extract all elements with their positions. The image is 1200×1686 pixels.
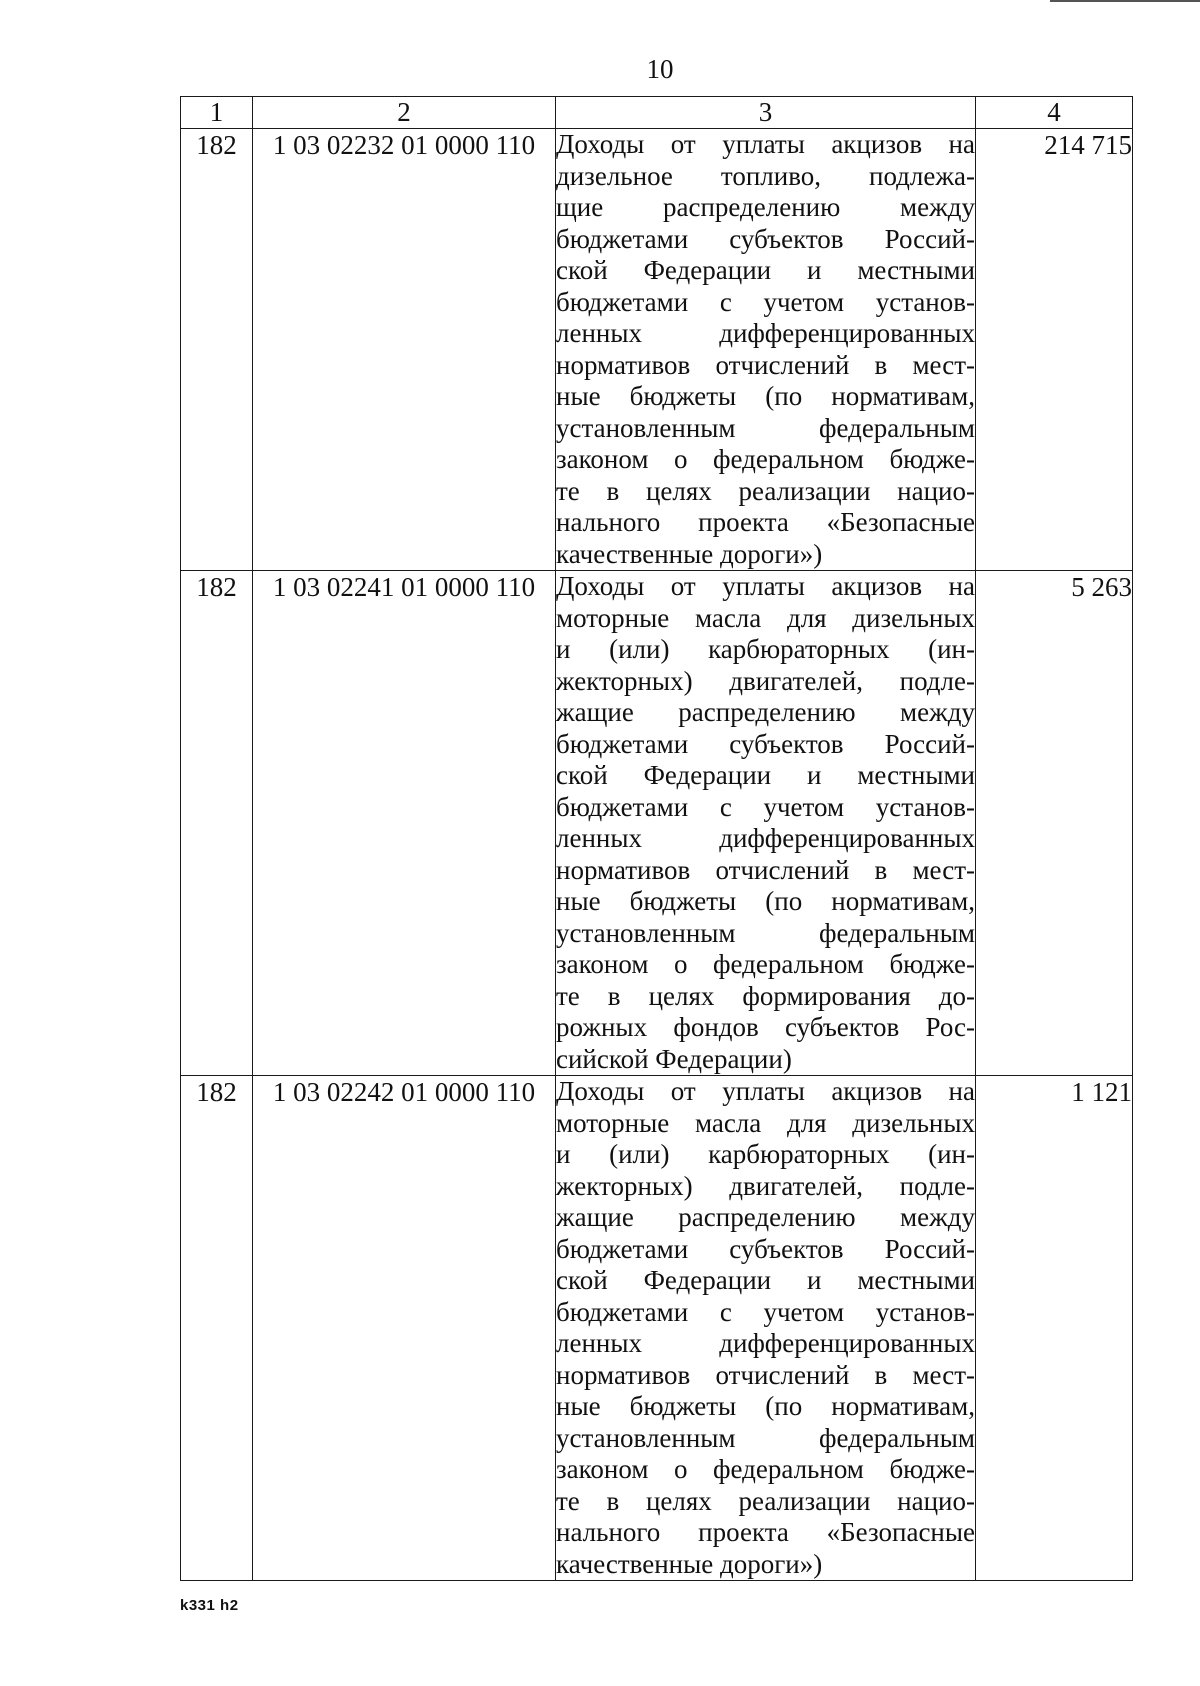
description-line: ской Федерации и местными (556, 1265, 975, 1295)
description-line: ленных дифференцированных (556, 1328, 975, 1358)
description-line: нормативов отчислений в мест- (556, 1359, 975, 1390)
document-footer-code: k331 h2 (180, 1597, 239, 1614)
description-line: Доходы от уплаты акцизов на (556, 571, 975, 601)
description-line: ленных дифференцированных (556, 318, 975, 348)
description-cell (556, 129, 976, 571)
kbk-code-cell: 1 03 02232 01 0000 110 (253, 129, 556, 571)
description-line: бюджетами субъектов Россий- (556, 223, 975, 254)
table-row (181, 129, 1133, 571)
table-header-row (181, 97, 1133, 129)
description-line: жащие распределению между (556, 1202, 975, 1232)
description-cell (556, 1076, 976, 1581)
description-line: моторные масла для дизельных (556, 602, 975, 633)
column-header-1: 1 (181, 97, 253, 129)
description-line: нального проекта «Безопасные (556, 1517, 975, 1547)
admin-code-cell: 182 (181, 1076, 253, 1581)
amount-cell: 214 715 (976, 129, 1133, 571)
description-line: бюджетами субъектов Россий- (556, 1233, 975, 1264)
description-line: нального проекта «Безопасные (556, 507, 975, 537)
description-line: законом о федеральном бюдже- (556, 1454, 975, 1484)
description-line: и (или) карбюраторных (ин- (556, 634, 975, 664)
description-line: ные бюджеты (по нормативам, (556, 886, 975, 916)
description-line: качественные дороги») (556, 538, 823, 569)
description-line: законом о федеральном бюдже- (556, 444, 975, 474)
description-line: те в целях реализации нацио- (556, 475, 975, 506)
column-header-3: 3 (556, 97, 976, 129)
description-line: жекторных) двигателей, подле- (556, 1170, 975, 1201)
description-line: ные бюджеты (по нормативам, (556, 1391, 975, 1421)
amount-cell: 1 121 (976, 1076, 1133, 1581)
description-line: ные бюджеты (по нормативам, (556, 381, 975, 411)
column-header-4: 4 (976, 97, 1133, 129)
description-line: Доходы от уплаты акцизов на (556, 1076, 975, 1106)
description-line: нормативов отчислений в мест- (556, 854, 975, 885)
table-row (181, 1076, 1133, 1581)
kbk-code-cell: 1 03 02241 01 0000 110 (253, 571, 556, 1076)
description-cell (556, 571, 976, 1076)
description-line: установленным федеральным (556, 917, 975, 948)
budget-revenue-table (180, 96, 1133, 1581)
description-line: качественные дороги») (556, 1548, 823, 1579)
description-line: законом о федеральном бюдже- (556, 949, 975, 979)
description-line: установленным федеральным (556, 412, 975, 443)
scan-edge-line (1050, 0, 1200, 2)
description-line: те в целях формирования до- (556, 980, 975, 1011)
description-line: бюджетами с учетом установ- (556, 791, 975, 822)
amount-cell: 5 263 (976, 571, 1133, 1076)
description-line: дизельное топливо, подлежа- (556, 160, 975, 191)
description-line: сийской Федерации) (556, 1043, 792, 1074)
description-line: бюджетами с учетом установ- (556, 286, 975, 317)
admin-code-cell: 182 (181, 129, 253, 571)
admin-code-cell: 182 (181, 571, 253, 1076)
description-line: моторные масла для дизельных (556, 1107, 975, 1138)
kbk-code-cell: 1 03 02242 01 0000 110 (253, 1076, 556, 1581)
description-line: и (или) карбюраторных (ин- (556, 1139, 975, 1169)
description-line: щие распределению между (556, 192, 975, 222)
column-header-2: 2 (253, 97, 556, 129)
description-line: ской Федерации и местными (556, 760, 975, 790)
description-line: те в целях реализации нацио- (556, 1485, 975, 1516)
page-number: 10 (646, 54, 674, 84)
description-line: бюджетами субъектов Россий- (556, 728, 975, 759)
description-line: ленных дифференцированных (556, 823, 975, 853)
description-line: установленным федеральным (556, 1422, 975, 1453)
description-line: жекторных) двигателей, подле- (556, 665, 975, 696)
description-line: бюджетами с учетом установ- (556, 1296, 975, 1327)
description-line: ской Федерации и местными (556, 255, 975, 285)
table-row (181, 571, 1133, 1076)
description-line: жащие распределению между (556, 697, 975, 727)
description-line: Доходы от уплаты акцизов на (556, 129, 975, 159)
description-line: рожных фондов субъектов Рос- (556, 1012, 975, 1042)
description-line: нормативов отчислений в мест- (556, 349, 975, 380)
